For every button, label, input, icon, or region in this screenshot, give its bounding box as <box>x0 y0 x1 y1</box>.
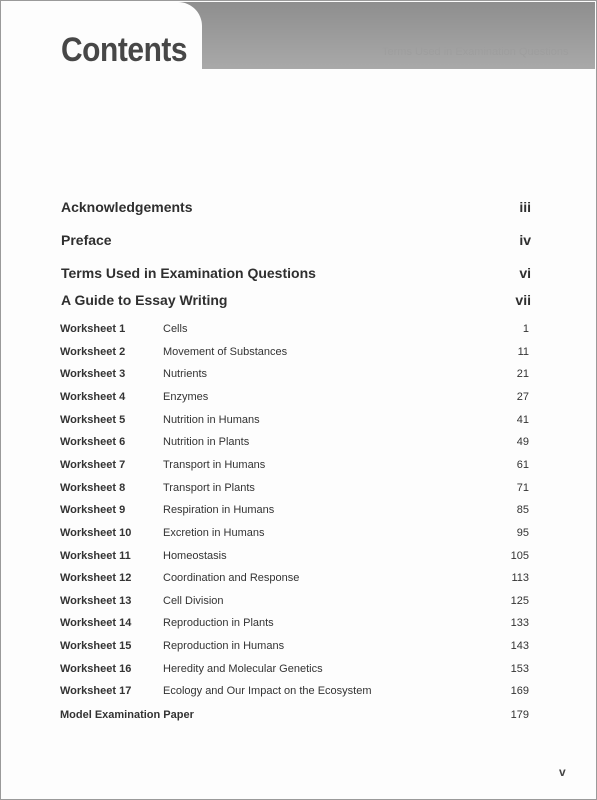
worksheet-row <box>60 615 530 633</box>
worksheet-number: Worksheet 8 <box>60 482 126 494</box>
worksheet-row <box>60 548 530 566</box>
worksheet-topic: Reproduction in Humans <box>163 640 285 652</box>
worksheet-page: 85 <box>516 504 529 516</box>
toc-entry-page: iv <box>519 232 531 248</box>
worksheet-topic: Transport in Plants <box>163 482 255 494</box>
worksheet-page: 95 <box>516 527 529 539</box>
worksheet-row <box>60 412 530 430</box>
worksheet-topic: Coordination and Response <box>163 572 300 584</box>
worksheet-topic: Heredity and Molecular Genetics <box>163 663 323 675</box>
worksheet-row <box>60 638 530 656</box>
worksheet-number: Worksheet 9 <box>60 504 126 516</box>
worksheet-page: 71 <box>516 482 529 494</box>
worksheet-row <box>60 683 530 701</box>
worksheet-topic: Enzymes <box>163 391 209 403</box>
worksheet-number: Worksheet 10 <box>60 527 132 539</box>
worksheet-page: 133 <box>510 617 529 629</box>
worksheet-page: 27 <box>516 391 529 403</box>
worksheet-page: 41 <box>516 414 529 426</box>
toc-entry-label: Model Examination Paper <box>60 709 194 721</box>
worksheet-page: 21 <box>516 368 529 380</box>
toc-entry-preface <box>61 230 531 252</box>
toc-entry-label: Terms Used in Examination Questions <box>61 265 316 281</box>
worksheet-number: Worksheet 3 <box>60 368 126 380</box>
worksheet-topic: Transport in Humans <box>163 459 266 471</box>
worksheet-topic: Reproduction in Plants <box>163 617 274 629</box>
worksheet-page: 11 <box>517 346 529 358</box>
worksheet-row <box>60 502 530 520</box>
page-title: Contents <box>61 31 188 69</box>
worksheet-page: 1 <box>522 323 529 335</box>
toc-entry-page: vii <box>515 292 531 308</box>
worksheet-page: 113 <box>511 572 529 584</box>
worksheet-row <box>60 344 530 362</box>
worksheet-row <box>60 593 530 611</box>
toc-entry-label: A Guide to Essay Writing <box>61 292 228 308</box>
worksheet-number: Worksheet 17 <box>60 685 132 697</box>
toc-entry-page: vi <box>519 265 531 281</box>
worksheet-row <box>60 389 530 407</box>
worksheet-row <box>60 434 530 452</box>
worksheet-topic: Ecology and Our Impact on the Ecosystem <box>163 685 372 697</box>
worksheet-topic: Nutrition in Humans <box>163 414 260 426</box>
worksheet-number: Worksheet 2 <box>60 346 126 358</box>
worksheet-page: 61 <box>516 459 529 471</box>
worksheet-row <box>60 321 530 339</box>
worksheet-number: Worksheet 13 <box>60 595 132 607</box>
page-number: v <box>559 765 566 779</box>
model-exam-paper-entry <box>60 707 530 725</box>
worksheet-number: Worksheet 12 <box>60 572 132 584</box>
worksheet-topic: Movement of Substances <box>163 346 288 358</box>
worksheet-number: Worksheet 1 <box>60 323 126 335</box>
toc-entry-terms <box>61 263 531 285</box>
worksheet-page: 125 <box>510 595 529 607</box>
worksheet-number: Worksheet 4 <box>60 391 126 403</box>
worksheet-row <box>60 570 530 588</box>
toc-entry-page: 179 <box>510 709 529 721</box>
show-through-text: Terms Used in Examination Questions <box>382 46 569 58</box>
worksheet-row <box>60 525 530 543</box>
worksheet-topic: Homeostasis <box>163 550 227 562</box>
worksheet-topic: Cells <box>163 323 188 335</box>
worksheet-number: Worksheet 16 <box>60 663 132 675</box>
worksheet-number: Worksheet 7 <box>60 459 126 471</box>
worksheet-topic: Excretion in Humans <box>163 527 265 539</box>
worksheet-number: Worksheet 6 <box>60 436 126 448</box>
worksheet-page: 49 <box>516 436 529 448</box>
toc-entry-page: iii <box>519 199 531 215</box>
worksheet-number: Worksheet 5 <box>60 414 126 426</box>
worksheet-topic: Nutrients <box>163 368 208 380</box>
worksheet-number: Worksheet 15 <box>60 640 132 652</box>
worksheet-row <box>60 457 530 475</box>
toc-entry-label: Preface <box>61 232 112 248</box>
worksheet-number: Worksheet 11 <box>60 550 131 562</box>
worksheet-page: 105 <box>510 550 529 562</box>
worksheet-row <box>60 480 530 498</box>
toc-entry-label: Acknowledgements <box>61 199 193 215</box>
toc-entry-acknowledgements <box>61 197 531 219</box>
worksheet-topic: Respiration in Humans <box>163 504 275 516</box>
worksheet-row <box>60 661 530 679</box>
worksheet-page: 143 <box>510 640 529 652</box>
worksheet-topic: Cell Division <box>163 595 224 607</box>
worksheet-page: 169 <box>510 685 529 697</box>
worksheet-number: Worksheet 14 <box>60 617 132 629</box>
worksheet-row <box>60 366 530 384</box>
worksheet-page: 153 <box>510 663 529 675</box>
toc-entry-essay-guide <box>61 290 531 312</box>
worksheet-topic: Nutrition in Plants <box>163 436 250 448</box>
